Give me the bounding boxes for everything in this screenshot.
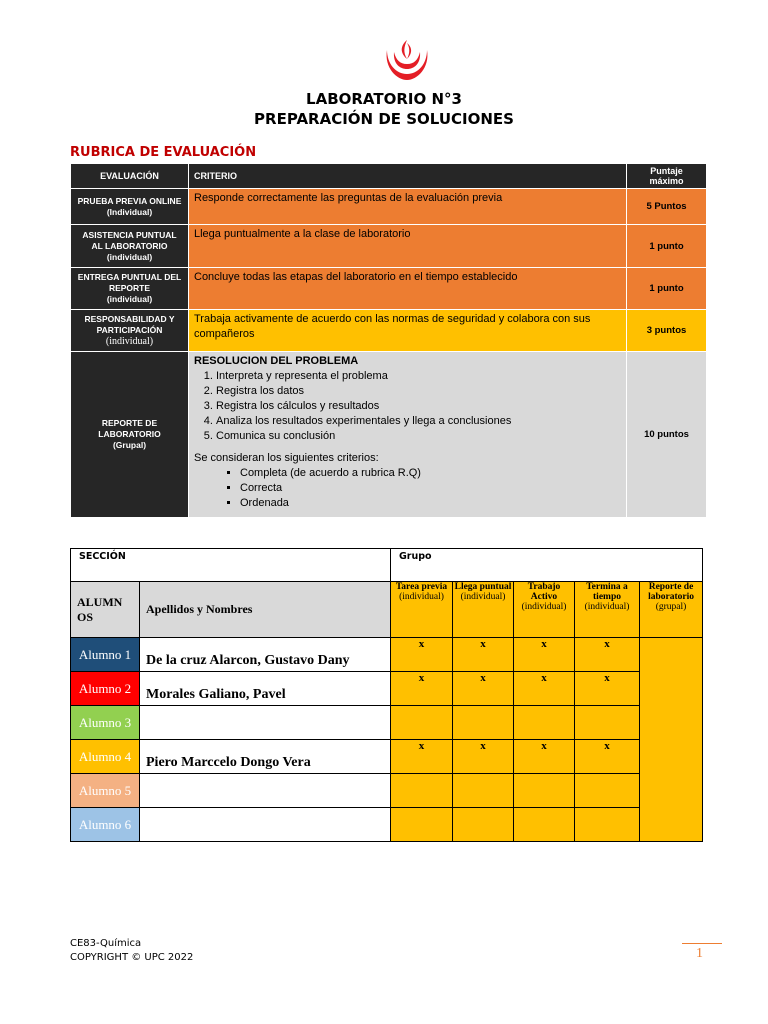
page-number-rule — [682, 943, 722, 944]
col-title: Llega puntual — [454, 582, 512, 592]
criteria-mark: x — [391, 638, 453, 672]
criteria-mark: x — [453, 740, 514, 774]
student-label: Alumno 4 — [71, 740, 140, 774]
seccion-label: SECCIÓN — [71, 549, 391, 582]
criteria-mark — [575, 774, 640, 808]
puntaje-cell: 5 Puntos — [627, 189, 707, 225]
student-name: Morales Galiano, Pavel — [140, 672, 391, 706]
eval-label: RESPONSABILIDAD Y PARTICIPACIÓN — [84, 314, 175, 335]
eval-label: REPORTE DE LABORATORIO — [98, 418, 161, 439]
student-name: Piero Marccelo Dongo Vera — [140, 740, 391, 774]
student-label: Alumno 6 — [71, 808, 140, 842]
criteria-mark: x — [453, 672, 514, 706]
upc-logo — [383, 38, 431, 82]
criteria-item: ▪ Ordenada — [240, 496, 621, 511]
rubric-row — [71, 268, 707, 310]
student-row — [71, 740, 703, 774]
steps-list — [194, 369, 621, 444]
step-item: 3. Registra los cálculos y resultados — [216, 399, 621, 414]
criteria-mark: x — [514, 672, 575, 706]
student-name — [140, 706, 391, 740]
col-title: Reporte de laboratorio — [648, 582, 694, 602]
col-tarea-previa — [391, 582, 453, 638]
col-sub: (individual) — [521, 602, 567, 612]
criteria-mark — [391, 774, 453, 808]
col-title: Tarea previa — [395, 582, 448, 592]
rubric-row — [71, 225, 707, 268]
puntaje-cell: 10 puntos — [627, 352, 707, 518]
criterio-cell: Concluye todas las etapas del laboratorio en el tiempo establecido — [189, 268, 627, 310]
page-subtitle: PREPARACIÓN DE SOLUCIONES — [254, 110, 514, 128]
col-title: Trabajo Activo — [527, 582, 561, 602]
section-row — [71, 549, 703, 582]
student-row — [71, 774, 703, 808]
puntaje-cell: 3 puntos — [627, 310, 707, 352]
footer-copyright: COPYRIGHT © UPC 2022 — [70, 952, 194, 963]
criteria-mark: x — [575, 740, 640, 774]
student-label: Alumno 5 — [71, 774, 140, 808]
criteria-mark — [514, 808, 575, 842]
criterio-cell: Trabaja activamente de acuerdo con las normas de seguridad y colabora con sus compañeros — [189, 310, 627, 352]
student-label: Alumno 3 — [71, 706, 140, 740]
step-item: 2. Registra los datos — [216, 384, 621, 399]
criteria-mark — [391, 808, 453, 842]
criteria-mark — [514, 706, 575, 740]
criteria-mark — [514, 774, 575, 808]
eval-cell — [71, 189, 189, 225]
student-name: De la cruz Alarcon, Gustavo Dany — [140, 638, 391, 672]
criterio-cell — [189, 352, 627, 518]
criteria-mark: x — [391, 672, 453, 706]
criteria-mark: x — [575, 672, 640, 706]
criteria-mark: x — [514, 740, 575, 774]
page-number: 1 — [696, 946, 703, 961]
col-header-evaluacion: EVALUACIÓN — [71, 164, 189, 189]
step-item: 4. Analiza los resultados experimentales y llega a conclusiones — [216, 414, 621, 429]
puntaje-cell: 1 punto — [627, 225, 707, 268]
eval-sub: (Individual) — [106, 206, 153, 217]
criteria-mark: x — [575, 638, 640, 672]
eval-cell — [71, 268, 189, 310]
student-label: Alumno 2 — [71, 672, 140, 706]
page-title: LABORATORIO N°3 — [306, 90, 462, 108]
eval-cell — [71, 225, 189, 268]
col-sub: (individual) — [399, 592, 444, 602]
criterio-cell: Responde correctamente las preguntas de la evaluación previa — [189, 189, 627, 225]
report-cell — [640, 638, 703, 842]
rubric-heading: RUBRICA DE EVALUACIÓN — [70, 145, 257, 160]
criteria-mark: x — [391, 740, 453, 774]
student-name — [140, 808, 391, 842]
col-sub: (individual) — [584, 602, 630, 612]
col-termina-tiempo — [575, 582, 640, 638]
col-header-criterio: CRITERIO — [189, 164, 627, 189]
puntaje-cell: 1 punto — [627, 268, 707, 310]
student-row — [71, 706, 703, 740]
eval-sub: (individual) — [105, 336, 154, 347]
criteria-list — [194, 466, 621, 511]
criteria-mark: x — [453, 638, 514, 672]
criteria-mark — [391, 706, 453, 740]
group-header-row — [71, 582, 703, 638]
col-sub: (grupal) — [655, 602, 687, 612]
criteria-mark — [453, 706, 514, 740]
rubric-row — [71, 310, 707, 352]
rubric-row — [71, 352, 707, 518]
criteria-item: ▪ Completa (de acuerdo a rubrica R.Q) — [240, 466, 621, 481]
rubric-row — [71, 189, 707, 225]
alumnos-header: ALUMN OS — [71, 582, 140, 638]
step-item: 5. Comunica su conclusión — [216, 429, 621, 444]
names-header: Apellidos y Nombres — [140, 582, 391, 638]
student-label: Alumno 1 — [71, 638, 140, 672]
col-title: Termina a tiempo — [586, 582, 628, 602]
student-name — [140, 774, 391, 808]
criteria-mark: x — [514, 638, 575, 672]
step-item: 1. Interpreta y representa el problema — [216, 369, 621, 384]
eval-sub: (individual) — [106, 251, 153, 262]
rubric-header-row — [71, 164, 707, 189]
group-table — [70, 548, 703, 842]
criteria-mark — [575, 706, 640, 740]
footer-course: CE83-Química — [70, 938, 142, 949]
criterio-title: RESOLUCION DEL PROBLEMA — [194, 355, 359, 367]
eval-label: ASISTENCIA PUNTUAL AL LABORATORIO — [82, 229, 177, 251]
criteria-intro: Se consideran los siguientes criterios: — [194, 452, 379, 464]
eval-sub: (Grupal) — [112, 440, 147, 450]
rubric-table — [70, 163, 707, 518]
criteria-item: ▪ Correcta — [240, 481, 621, 496]
criteria-mark — [453, 808, 514, 842]
student-rows — [71, 638, 703, 842]
col-llega-puntual — [453, 582, 514, 638]
eval-label: PRUEBA PREVIA ONLINE — [77, 195, 182, 206]
criteria-mark — [575, 808, 640, 842]
student-row — [71, 672, 703, 706]
eval-sub: (individual) — [106, 294, 153, 304]
criterio-cell: Llega puntualmente a la clase de laboratorio — [189, 225, 627, 268]
student-row — [71, 808, 703, 842]
eval-label: ENTREGA PUNTUAL DEL REPORTE — [77, 272, 182, 293]
col-header-puntaje: Puntaje máximo — [627, 164, 707, 189]
col-trabajo-activo — [514, 582, 575, 638]
col-sub: (individual) — [460, 592, 506, 602]
eval-cell — [71, 310, 189, 352]
student-row — [71, 638, 703, 672]
criteria-mark — [453, 774, 514, 808]
eval-cell — [71, 352, 189, 518]
grupo-label: Grupo — [391, 549, 703, 582]
col-reporte — [640, 582, 703, 638]
